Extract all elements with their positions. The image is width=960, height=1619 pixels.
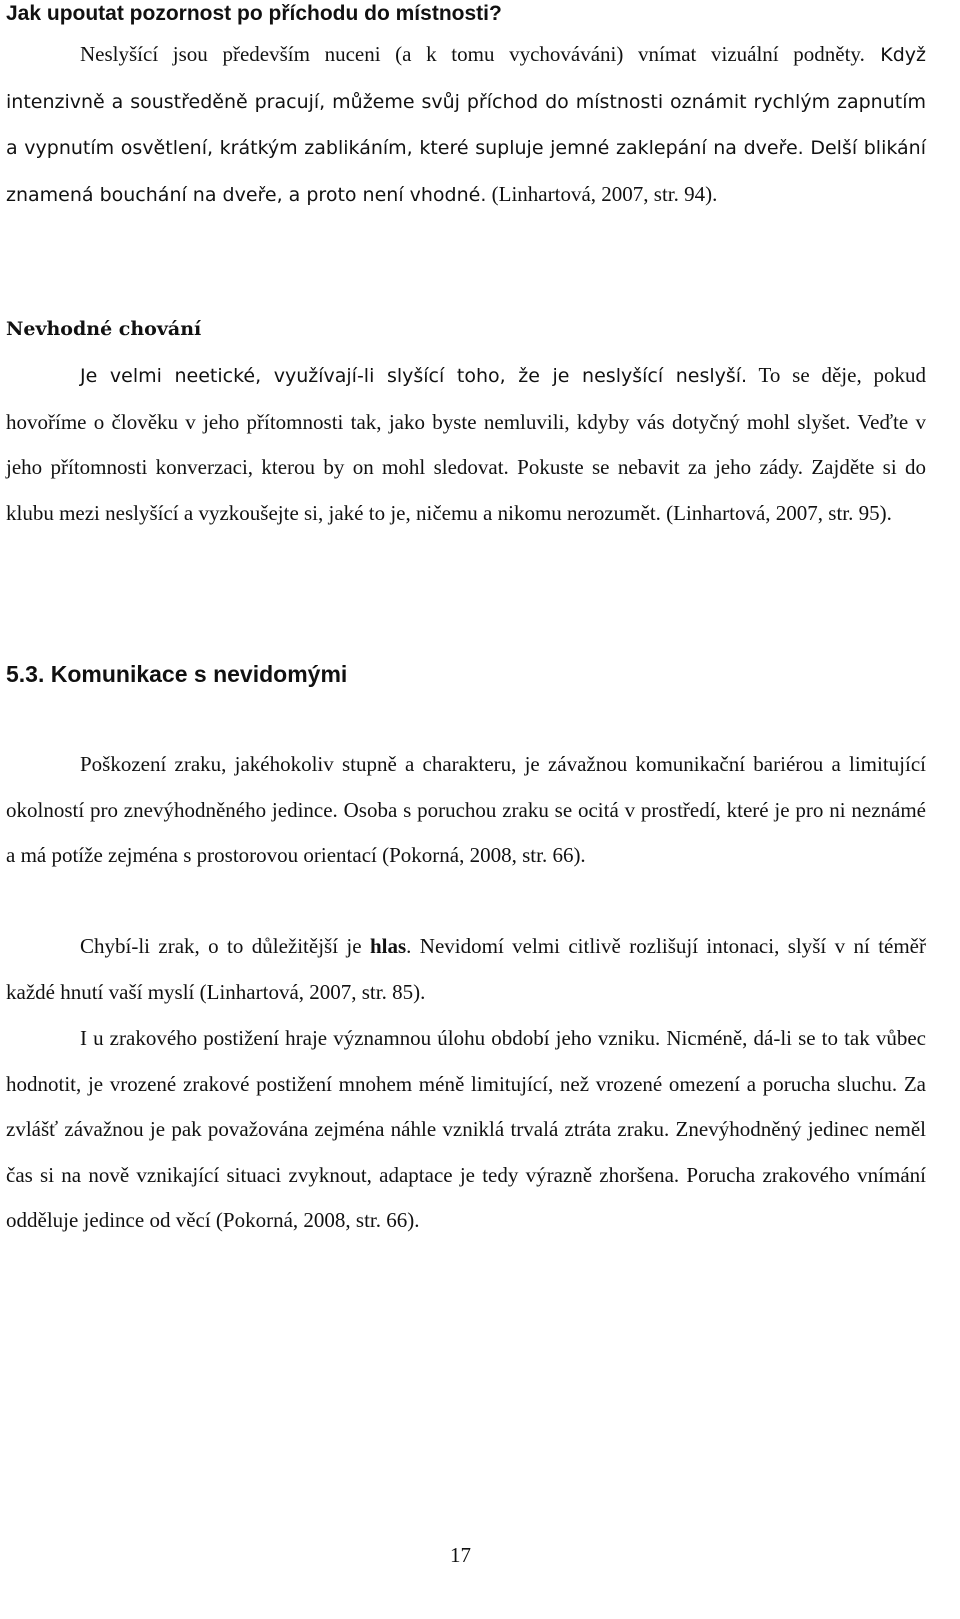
paragraph-text: Neslyšící jsou především nuceni (a k tomu vychováváni) vnímat vizuální podněty. <box>80 42 865 66</box>
paragraph-inappropriate-behavior <box>6 353 926 536</box>
paragraph-visual-stimuli <box>6 32 926 218</box>
paragraph-text: To se děje, pokud hovoříme o člověku v jeho přítomnosti tak, jako byste nemluvili, kdyby vás dotyčný mohl slyšet. Veďte v jeho přítomnosti konverzaci, kterou by on mohl sledovat. Pokuste se nebavit za jeho zády. Zajděte si do klubu mezi neslyšící a vyzkoušejte si, jaké to je, ničemu a nikomu nerozumět. (Linhartová, 2007, str. 95). <box>6 363 926 525</box>
paragraph-text: Když intenzivně a soustředěně pracují, můžeme svůj příchod do místnosti oznámit rychlým zapnutím a vypnutím osvětlení, krátkým zablikáním, které supluje jemné zaklepání na dveře. Delší blikání znamená bouchání na dveře, a proto není vhodné. <box>6 44 926 206</box>
paragraph-text: Je velmi neetické, využívají-li slyšící toho, že je neslyšící neslyší. <box>80 365 748 387</box>
question-heading: Jak upoutat pozornost po příchodu do místnosti? <box>6 2 502 25</box>
subheading-inappropriate-behavior: Nevhodné chování <box>6 318 202 340</box>
page-number: 17 <box>450 1543 471 1567</box>
paragraph-onset-period: I u zrakového postižení hraje významnou úlohu období jeho vzniku. Nicméně, dá-li se to tak vůbec hodnotit, je vrozené zrakové postižení mnohem méně limitující, než vrozené omezení a porucha sluchu. Za zvlášť závažnou je pak považována zejména náhle vzniklá trvalá ztráta zraku. Znevýhodněný jedinec neměl čas si na nově vznikající situaci zvyknout, adaptace je tedy výrazně zhoršena. Porucha zrakového vnímání odděluje jedince od věcí (Pokorná, 2008, str. 66). <box>6 1026 926 1233</box>
paragraph-text: Chybí-li zrak, o to důležitější je <box>80 934 370 958</box>
emphasis-word: hlas <box>369 934 407 958</box>
section-heading: 5.3. Komunikace s nevidomými <box>6 661 348 687</box>
paragraph-citation: (Linhartová, 2007, str. 94). <box>486 181 718 206</box>
paragraph-text: . Nevidomí velmi citlivě rozlišují intonaci, slyší v ní téměř každé hnutí vaší myslí (Linhartová, 2007, str. 85). <box>6 934 926 1004</box>
paragraph-vision-impairment: Poškození zraku, jakéhokoliv stupně a charakteru, je závažnou komunikační bariérou a limitující okolností pro znevýhodněného jedince. Osoba s poruchou zraku se ocitá v prostředí, které je pro ni neznámé a má potíže zejména s prostorovou orientací (Pokorná, 2008, str. 66). <box>6 752 926 868</box>
paragraph-voice <box>6 924 926 1015</box>
